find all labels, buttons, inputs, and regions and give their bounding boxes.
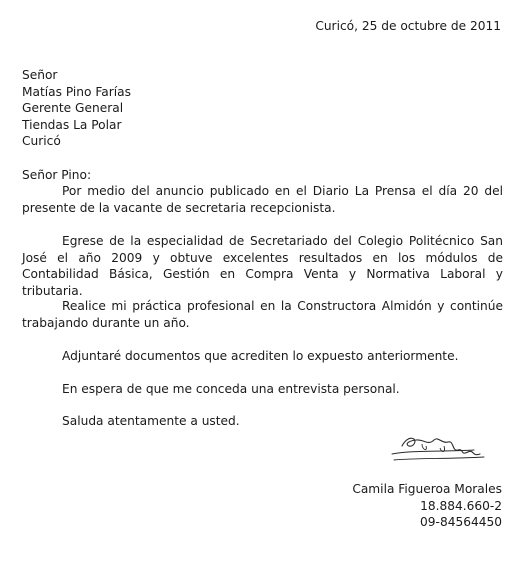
handwritten-signature (388, 430, 488, 470)
recipient-city: Curicó (22, 134, 61, 148)
recipient-company: Tiendas La Polar (22, 117, 122, 132)
paragraph-experience: Realice mi práctica profesional en la Constructora Almidón y continúe trabajando durante un año. (22, 299, 503, 330)
sender-block (352, 481, 502, 531)
sender-phone: 09-84564450 (420, 515, 502, 529)
paragraph-interview: En espera de que me conceda una entrevista personal. (62, 382, 400, 396)
recipient-block (22, 67, 502, 150)
sender-name: Camila Figueroa Morales (352, 482, 502, 496)
paragraph-closing: Saluda atentamente a usted. (62, 414, 240, 428)
salutation: Señor Pino: (22, 168, 92, 182)
recipient-name: Matías Pino Farías (22, 84, 131, 99)
recipient-position: Gerente General (22, 101, 124, 115)
recipient-title: Señor (22, 68, 58, 82)
letter-date: Curicó, 25 de octubre de 2011 (315, 19, 501, 33)
paragraph-announcement: Por medio del anuncio publicado en el Diario La Prensa el día 20 del presente de la vacante de secretaria recepcionista. (22, 184, 503, 215)
sender-id-number: 18.884.660-2 (420, 498, 502, 513)
paragraph-attachments: Adjuntaré documentos que acrediten lo expuesto anteriormente. (62, 349, 459, 363)
paragraph-education: Egrese de la especialidad de Secretariado del Colegio Politécnico San José el año 2009 y obtuve excelentes resultados en los módulos de Contabilidad Básica, Gestión en Compra Venta y Normativa Laboral y tributaria. (22, 234, 503, 298)
